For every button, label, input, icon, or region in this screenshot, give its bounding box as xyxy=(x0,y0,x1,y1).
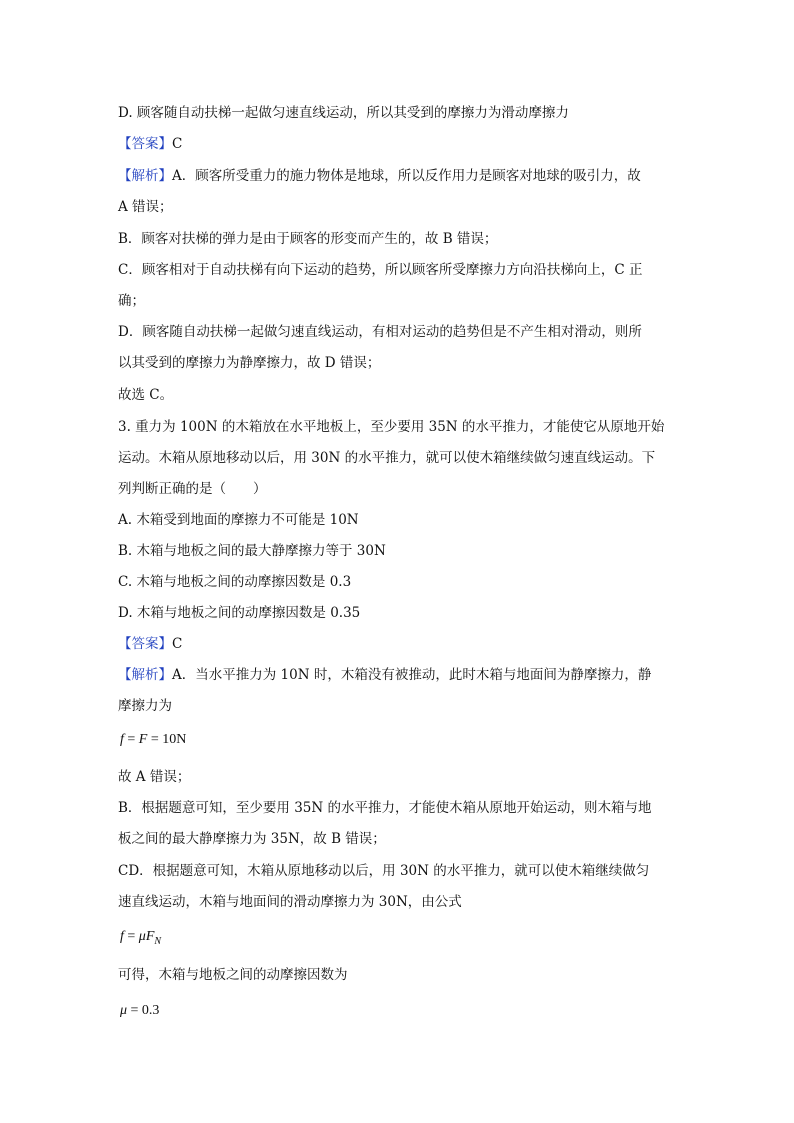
q3-stem-3: 列判断正确的是（ ） xyxy=(118,481,267,497)
q3-stem-1: 3. 重力为 100N 的木箱放在水平地板上，至少要用 35N 的水平推力，才能使它从原地开始 xyxy=(118,419,665,435)
q3-analysis-a-1 xyxy=(118,666,651,684)
q3-answer xyxy=(118,635,182,653)
q3-option-b: B. 木箱与地板之间的最大静摩擦力等于 30N xyxy=(118,543,386,559)
answer-tag: 【答案】 xyxy=(118,636,172,652)
q3-analysis-a-2: 摩擦力为 xyxy=(118,698,172,714)
q2-answer xyxy=(118,135,182,153)
q3-option-a: A. 木箱受到地面的摩擦力不可能是 10N xyxy=(118,512,359,528)
equation-mu-value: μ = 0.3 xyxy=(120,1003,160,1018)
analysis-tag: 【解析】 xyxy=(118,168,172,184)
q2-analysis-d-1: D．顾客随自动扶梯一起做匀速直线运动，有相对运动的趋势但是不产生相对滑动，则所 xyxy=(118,324,642,340)
equation-f-equals-mu-fn: $f = \mu F_N$ xyxy=(120,929,162,947)
analysis-text: A．顾客所受重力的施力物体是地球，所以反作用力是顾客对地球的吸引力，故 xyxy=(172,168,641,184)
q2-analysis-d-2: 以其受到的摩擦力为静摩擦力，故 D 错误； xyxy=(118,355,381,371)
answer-value: C xyxy=(172,136,183,152)
answer-tag: 【答案】 xyxy=(118,136,172,152)
equation-f-equals-F: f = F = 10N xyxy=(120,732,187,747)
analysis-tag: 【解析】 xyxy=(118,667,172,683)
q3-analysis-b-2: 板之间的最大静摩擦力为 35N，故 B 错误； xyxy=(118,831,386,847)
q3-analysis-then: 可得，木箱与地板之间的动摩擦因数为 xyxy=(118,967,348,983)
q3-analysis-cd-1: CD．根据题意可知，木箱从原地移动以后，用 30N 的水平推力，就可以使木箱继续做匀 xyxy=(118,863,650,879)
q3-option-d: D. 木箱与地板之间的动摩擦因数是 0.35 xyxy=(118,605,361,621)
equation-value: = 10N xyxy=(150,732,187,747)
q3-analysis-a-3: 故 A 错误； xyxy=(118,769,191,785)
q2-analysis-a-1 xyxy=(118,167,641,185)
q2-analysis-c-1: C．顾客相对于自动扶梯有向下运动的趋势，所以顾客所受摩擦力方向沿扶梯向上，C 正 xyxy=(118,262,643,278)
analysis-text: A．当水平推力为 10N 时，木箱没有被推动，此时木箱与地面间为静摩擦力，静 xyxy=(172,667,652,683)
q3-stem-2: 运动。木箱从原地移动以后，用 30N 的水平推力，就可以使木箱继续做匀速直线运动。下 xyxy=(118,450,656,466)
equation-value: = 0.3 xyxy=(130,1003,160,1018)
q2-analysis-c-2: 确； xyxy=(118,293,145,309)
q2-option-d: D. 顾客随自动扶梯一起做匀速直线运动，所以其受到的摩擦力为滑动摩擦力 xyxy=(118,105,569,121)
q2-conclusion: 故选 C。 xyxy=(118,387,174,403)
q3-analysis-cd-2: 速直线运动，木箱与地面间的滑动摩擦力为 30N，由公式 xyxy=(118,894,462,910)
q3-option-c: C. 木箱与地板之间的动摩擦因数是 0.3 xyxy=(118,574,352,590)
q3-analysis-b-1: B．根据题意可知，至少要用 35N 的水平推力，才能使木箱从原地开始运动，则木箱与地 xyxy=(118,800,652,816)
q2-analysis-b: B．顾客对扶梯的弹力是由于顾客的形变而产生的，故 B 错误； xyxy=(118,231,498,247)
answer-value: C xyxy=(172,636,183,652)
q2-analysis-a-2: A 错误； xyxy=(118,199,173,215)
